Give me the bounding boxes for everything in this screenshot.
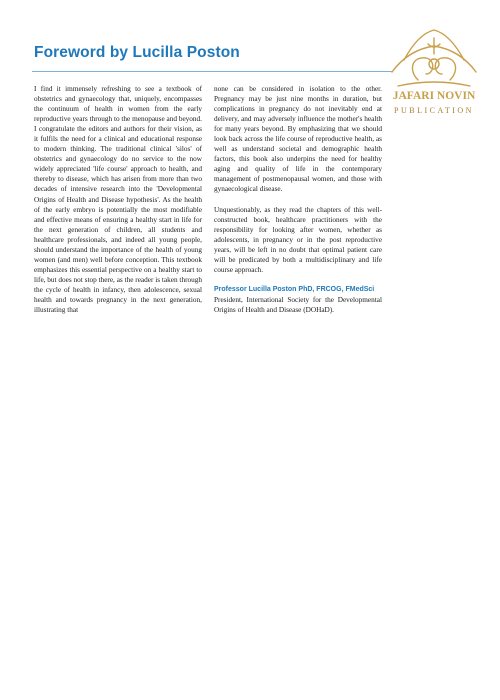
left-column [34,84,202,315]
logo-sub-text: PUBLICATION [394,106,474,115]
foreword-paragraph-1: I find it immensely refreshing to see a textbook of obstetrics and gynaecology that, uniquely, encompasses the continuum of health in women from the early reproductive years through to the menopause and beyond. I congratulate the editors and authors for their vision, as it fulfils the need for a clinical and educational response to modern thinking. The traditional clinical 'silos' of obstetrics and gynaecology do no service to the now widely appreciated 'life course' approach to health, and thereby to disease, which has arisen from more than two decades of intensive research into the 'Developmental Origins of Health and Disease hypothesis'. As the health of the early embryo is potentially the most modifiable and effective means of ensuring a healthy start in life for the next generation of children, all students and healthcare professionals, and indeed all young people, should understand the importance of the health of young women (and men) well before conception. This textbook emphasizes this essential perspective on a healthy start to life, but does not stop there, as the reader is taken through the cycle of health in infancy, then adolescence, sexual health and towards pregnancy in the next generation, illustrating that [34,85,202,315]
publisher-logo [378,20,490,125]
logo-brand-text: JAFARI NOVIN [392,90,476,102]
right-column [214,84,382,315]
signature-name: Professor Lucilla Poston PhD, FRCOG, FMedSci [214,285,375,293]
foreword-paragraph-2: none can be considered in isolation to the other. Pregnancy may be just nine months in duration, but complications in pregnancy do not inevitably end at delivery, and may adversely influence the mother's health for many years beyond. By emphasizing that we should look back across the life course of reproductive health, as well as understand societal and demographic health factors, this book also underpins the need for healthy aging and quality of life in the contemporary management of postmenopausal women, and those with gynaecological disease. [214,85,382,194]
title-underline [32,71,392,72]
foreword-paragraph-3: Unquestionably, as they read the chapters of this well-constructed book, healthcare practitioners with the responsibility for looking after women, whether as adolescents, in pregnancy or in the post reproductive years, will be left in no doubt that optimal patient care will be predicated by both a multidisciplinary and life course approach. [214,205,382,274]
page-title: Foreword by Lucilla Poston [34,44,240,61]
signature-role: President, International Society for the Developmental Origins of Health and Disease (DOHaD). [214,295,382,314]
